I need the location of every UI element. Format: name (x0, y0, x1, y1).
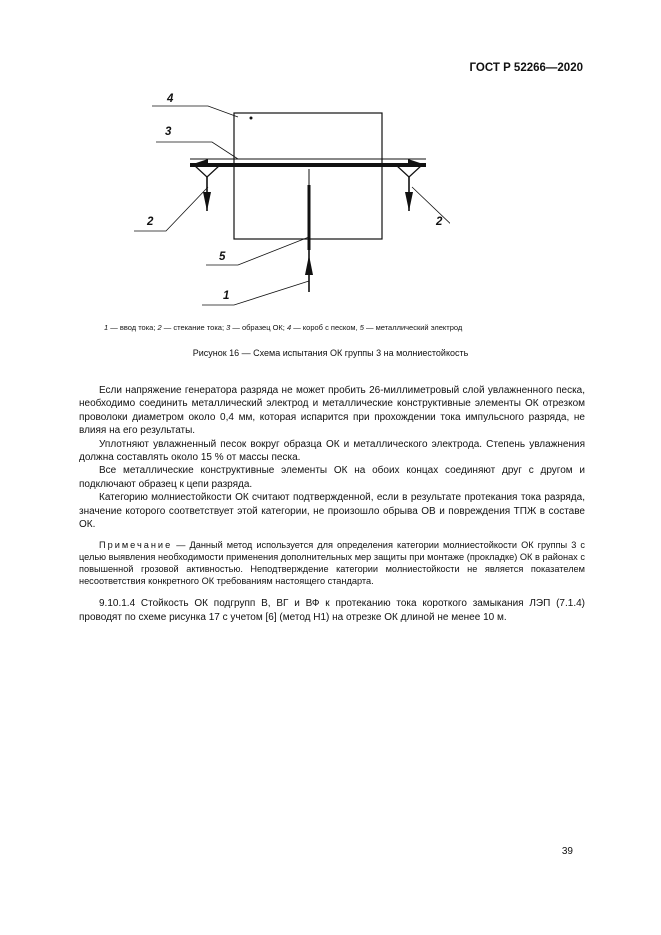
leader-2-right (412, 187, 450, 231)
label-input: 1 (223, 290, 230, 302)
label-box: 4 (167, 93, 174, 105)
figure-caption: Рисунок 16 — Схема испытания ОК группы 3 на молниестойкость (192, 348, 469, 358)
label-left-outlet: 2 (147, 216, 154, 228)
legend-text-4: — короб с песком, (291, 323, 360, 332)
note-label: Примечание (99, 540, 173, 551)
page-number: 39 (561, 846, 573, 857)
note-text: — Данный метод используется для определения категории молниестойкости ОК группы 3 с целью выявления необходимости применения дополнительных мер защиты при монтаже (прокладке) ОК в районах с повышенной грозовой активностью. Неподтверждение категории молниестойкости не является показателем несоответствия конкретного ОК требованиям настоящего стандарта. (79, 540, 585, 587)
legend-num-2: 2 (157, 323, 162, 332)
legend-num-5: 5 (359, 323, 364, 332)
paragraph-5: 9.10.1.4 Стойкость ОК подгрупп В, ВГ и ВФ к протеканию тока короткого замыкания ЛЭП (7.1.4) проводят по схеме рисунка 17 с учетом [6] (метод Н1) на отрезке ОК длиной не менее 10 м. (79, 598, 585, 623)
test-scheme-figure (120, 85, 450, 310)
legend-num-3: 3 (226, 323, 231, 332)
legend-num-1: 1 (104, 323, 109, 332)
cable-right-end (408, 159, 426, 165)
legend-num-4: 4 (286, 323, 292, 332)
legend-text-1: — ввод тока; (108, 323, 158, 332)
cable-left-end (190, 159, 208, 165)
note (79, 539, 585, 587)
paragraph-3: Все металлические конструктивные элементы ОК на обоих концах соединяют друг с другом и подключают образец к цепи разряда. (79, 465, 585, 490)
legend-text-3: — образец ОК; (230, 323, 287, 332)
sand-box-dot (250, 117, 253, 120)
label-electrode: 5 (219, 251, 226, 263)
label-sample: 3 (165, 126, 172, 138)
input-arrow (305, 255, 313, 275)
standard-id: ГОСТ Р 52266—2020 (469, 62, 583, 74)
leader-2-left (134, 187, 208, 231)
scheme-drawing (120, 85, 450, 310)
left-outlet-arrow (203, 192, 211, 211)
label-right-outlet: 2 (436, 216, 443, 228)
leader-3 (156, 142, 238, 159)
paragraph-4: Категорию молниестойкости ОК считают подтвержденной, если в результате протекания тока разряда, значение которого соответствует этой категории, не произошло обрыва ОВ и повреждения ТПЖ в составе ОК. (79, 492, 585, 531)
legend-text-5: — металлический электрод (363, 323, 463, 332)
paragraph-1: Если напряжение генератора разряда не может пробить 26-миллиметровый слой увлажненного песка, необходимо соединить металлический электрод и металлические конструктивные элементы ОК отрезком проволоки диаметром около 0,4 мм, которая испарится при прохождении тока импульсного разряда, не влияя на его результаты. (79, 385, 585, 437)
legend-text-2: — стекание тока; (161, 323, 227, 332)
leader-1 (202, 281, 309, 305)
body-text (79, 384, 585, 624)
figure-legend (104, 323, 462, 332)
leader-4 (152, 106, 238, 117)
paragraph-2: Уплотняют увлажненный песок вокруг образца ОК и металлического электрода. Степень увлажнения должна составлять около 15 % от массы песка. (79, 438, 585, 464)
right-outlet-arrow (405, 192, 413, 211)
